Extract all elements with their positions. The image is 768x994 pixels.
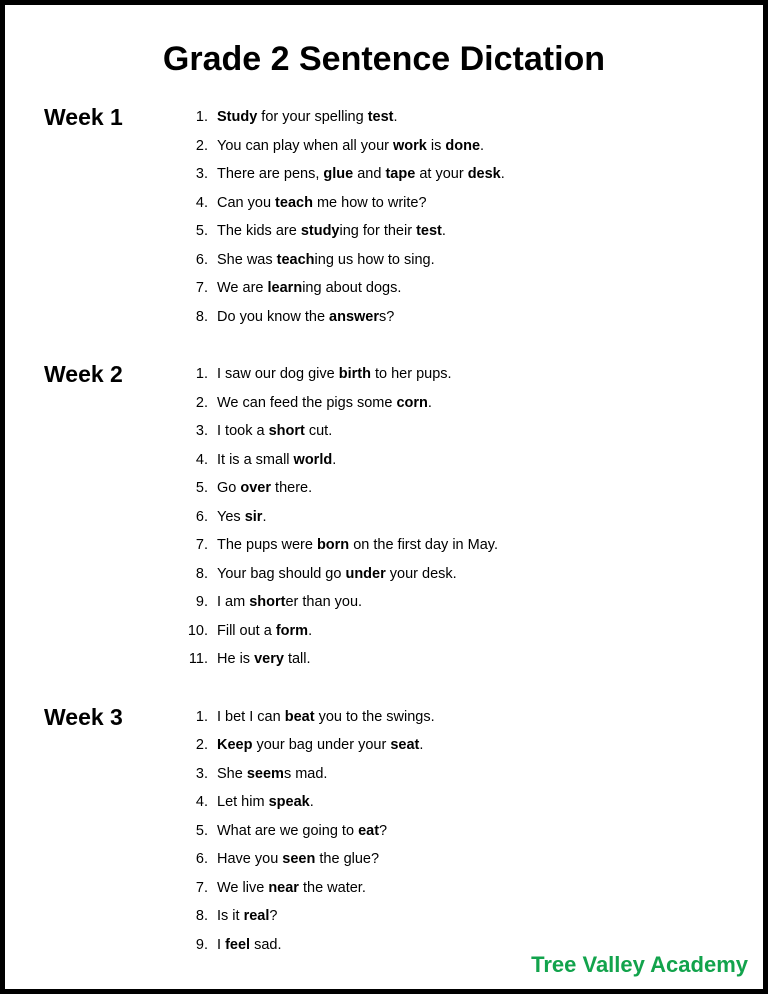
sentence-number: 3. (195, 423, 208, 440)
sentence-text: It is a small world. (217, 451, 337, 468)
week-section (5, 360, 763, 674)
sentence-number: 2. (195, 394, 208, 411)
sentence-number: 7. (195, 879, 208, 896)
sentence-item (178, 645, 763, 674)
sentence-text: You can play when all your work is done. (217, 137, 485, 154)
sentence-item (178, 560, 763, 589)
sentence-number: 2. (195, 137, 208, 154)
sentence-number: 8. (195, 565, 208, 582)
sentence-item (178, 160, 763, 189)
sentence-text: She seems mad. (217, 765, 328, 782)
sentence-item (178, 817, 763, 846)
sentence-text: I feel sad. (217, 936, 282, 953)
sentence-item (178, 731, 763, 760)
sentence-item (178, 360, 763, 389)
sentence-item (178, 217, 763, 246)
sentence-text: Fill out a form. (217, 622, 313, 639)
sentence-item (178, 303, 763, 332)
week-heading: Week 1 (44, 104, 123, 131)
sentence-text: We can feed the pigs some corn. (217, 394, 432, 411)
brand-name: Tree Valley Academy (531, 952, 748, 977)
sentence-text: Keep your bag under your seat. (217, 737, 424, 754)
week-heading: Week 3 (44, 703, 123, 730)
week-heading: Week 2 (44, 361, 123, 388)
sentence-text: She was teaching us how to sing. (217, 251, 435, 268)
sentence-item (178, 274, 763, 303)
sentence-number: 6. (195, 508, 208, 525)
sentence-item (178, 389, 763, 418)
page-title: Grade 2 Sentence Dictation (162, 40, 606, 78)
sentence-text: The kids are studying for their test. (217, 223, 446, 240)
sentence-text: What are we going to eat? (217, 822, 388, 839)
sentence-item (178, 103, 763, 132)
week-section (5, 703, 763, 960)
sentence-item (178, 760, 763, 789)
sentence-list (178, 703, 763, 960)
sentence-text: There are pens, glue and tape at your desk. (217, 166, 505, 183)
sentence-item (178, 788, 763, 817)
sentence-item (178, 531, 763, 560)
sentence-text: I bet I can beat you to the swings. (217, 708, 435, 725)
sentence-number: 11. (188, 651, 208, 668)
sentence-number: 1. (195, 366, 208, 383)
sentence-item (178, 132, 763, 161)
sentence-number: 9. (195, 594, 208, 611)
sentence-item (178, 588, 763, 617)
sentence-item (178, 474, 763, 503)
sentence-number: 1. (195, 708, 208, 725)
sentence-number: 4. (195, 794, 208, 811)
sentence-text: We are learning about dogs. (217, 280, 402, 297)
sentence-text: I took a short cut. (217, 423, 333, 440)
sentence-text: The pups were born on the first day in May. (217, 537, 498, 554)
sentence-number: 7. (195, 280, 208, 297)
sentence-item (178, 189, 763, 218)
sentence-number: 3. (195, 765, 208, 782)
sentence-item (178, 874, 763, 903)
sentence-number: 3. (195, 166, 208, 183)
sentence-text: Let him speak. (217, 794, 314, 811)
sentence-text: Have you seen the glue? (217, 851, 380, 868)
sentence-text: Is it real? (217, 908, 278, 925)
sentence-item (178, 246, 763, 275)
sentence-list (178, 360, 763, 674)
brand-footer (531, 952, 748, 978)
sentence-item (178, 703, 763, 732)
sentence-number: 6. (195, 251, 208, 268)
sentence-number: 10. (187, 622, 208, 639)
sentence-text: I am shorter than you. (217, 594, 363, 611)
sentence-list (178, 103, 763, 331)
sentence-text: I saw our dog give birth to her pups. (217, 366, 452, 383)
sentence-text: Go over there. (217, 480, 313, 497)
sentence-text: Do you know the answers? (217, 308, 395, 325)
sentence-number: 6. (195, 851, 208, 868)
sentence-number: 9. (195, 936, 208, 953)
sentence-number: 5. (195, 480, 208, 497)
sentence-number: 2. (195, 737, 208, 754)
sentence-text: Your bag should go under your desk. (217, 565, 457, 582)
sentence-number: 1. (195, 109, 208, 126)
sentence-text: Yes sir. (217, 508, 267, 525)
sentence-number: 4. (195, 451, 208, 468)
sentence-number: 7. (195, 537, 208, 554)
sentence-text: He is very tall. (217, 651, 311, 668)
sentence-text: Can you teach me how to write? (217, 194, 427, 211)
week-section (5, 103, 763, 331)
sentence-number: 8. (195, 908, 208, 925)
sentence-item (178, 446, 763, 475)
sentence-number: 4. (195, 194, 208, 211)
sentence-item (178, 902, 763, 931)
sentence-item (178, 417, 763, 446)
sentence-number: 5. (195, 223, 208, 240)
sentence-text: Study for your spelling test. (217, 109, 398, 126)
sentence-text: We live near the water. (217, 879, 366, 896)
sentence-number: 8. (195, 308, 208, 325)
weeks-container (5, 103, 763, 959)
sentence-item (178, 503, 763, 532)
sentence-item (178, 845, 763, 874)
sentence-item (178, 617, 763, 646)
sentence-number: 5. (195, 822, 208, 839)
